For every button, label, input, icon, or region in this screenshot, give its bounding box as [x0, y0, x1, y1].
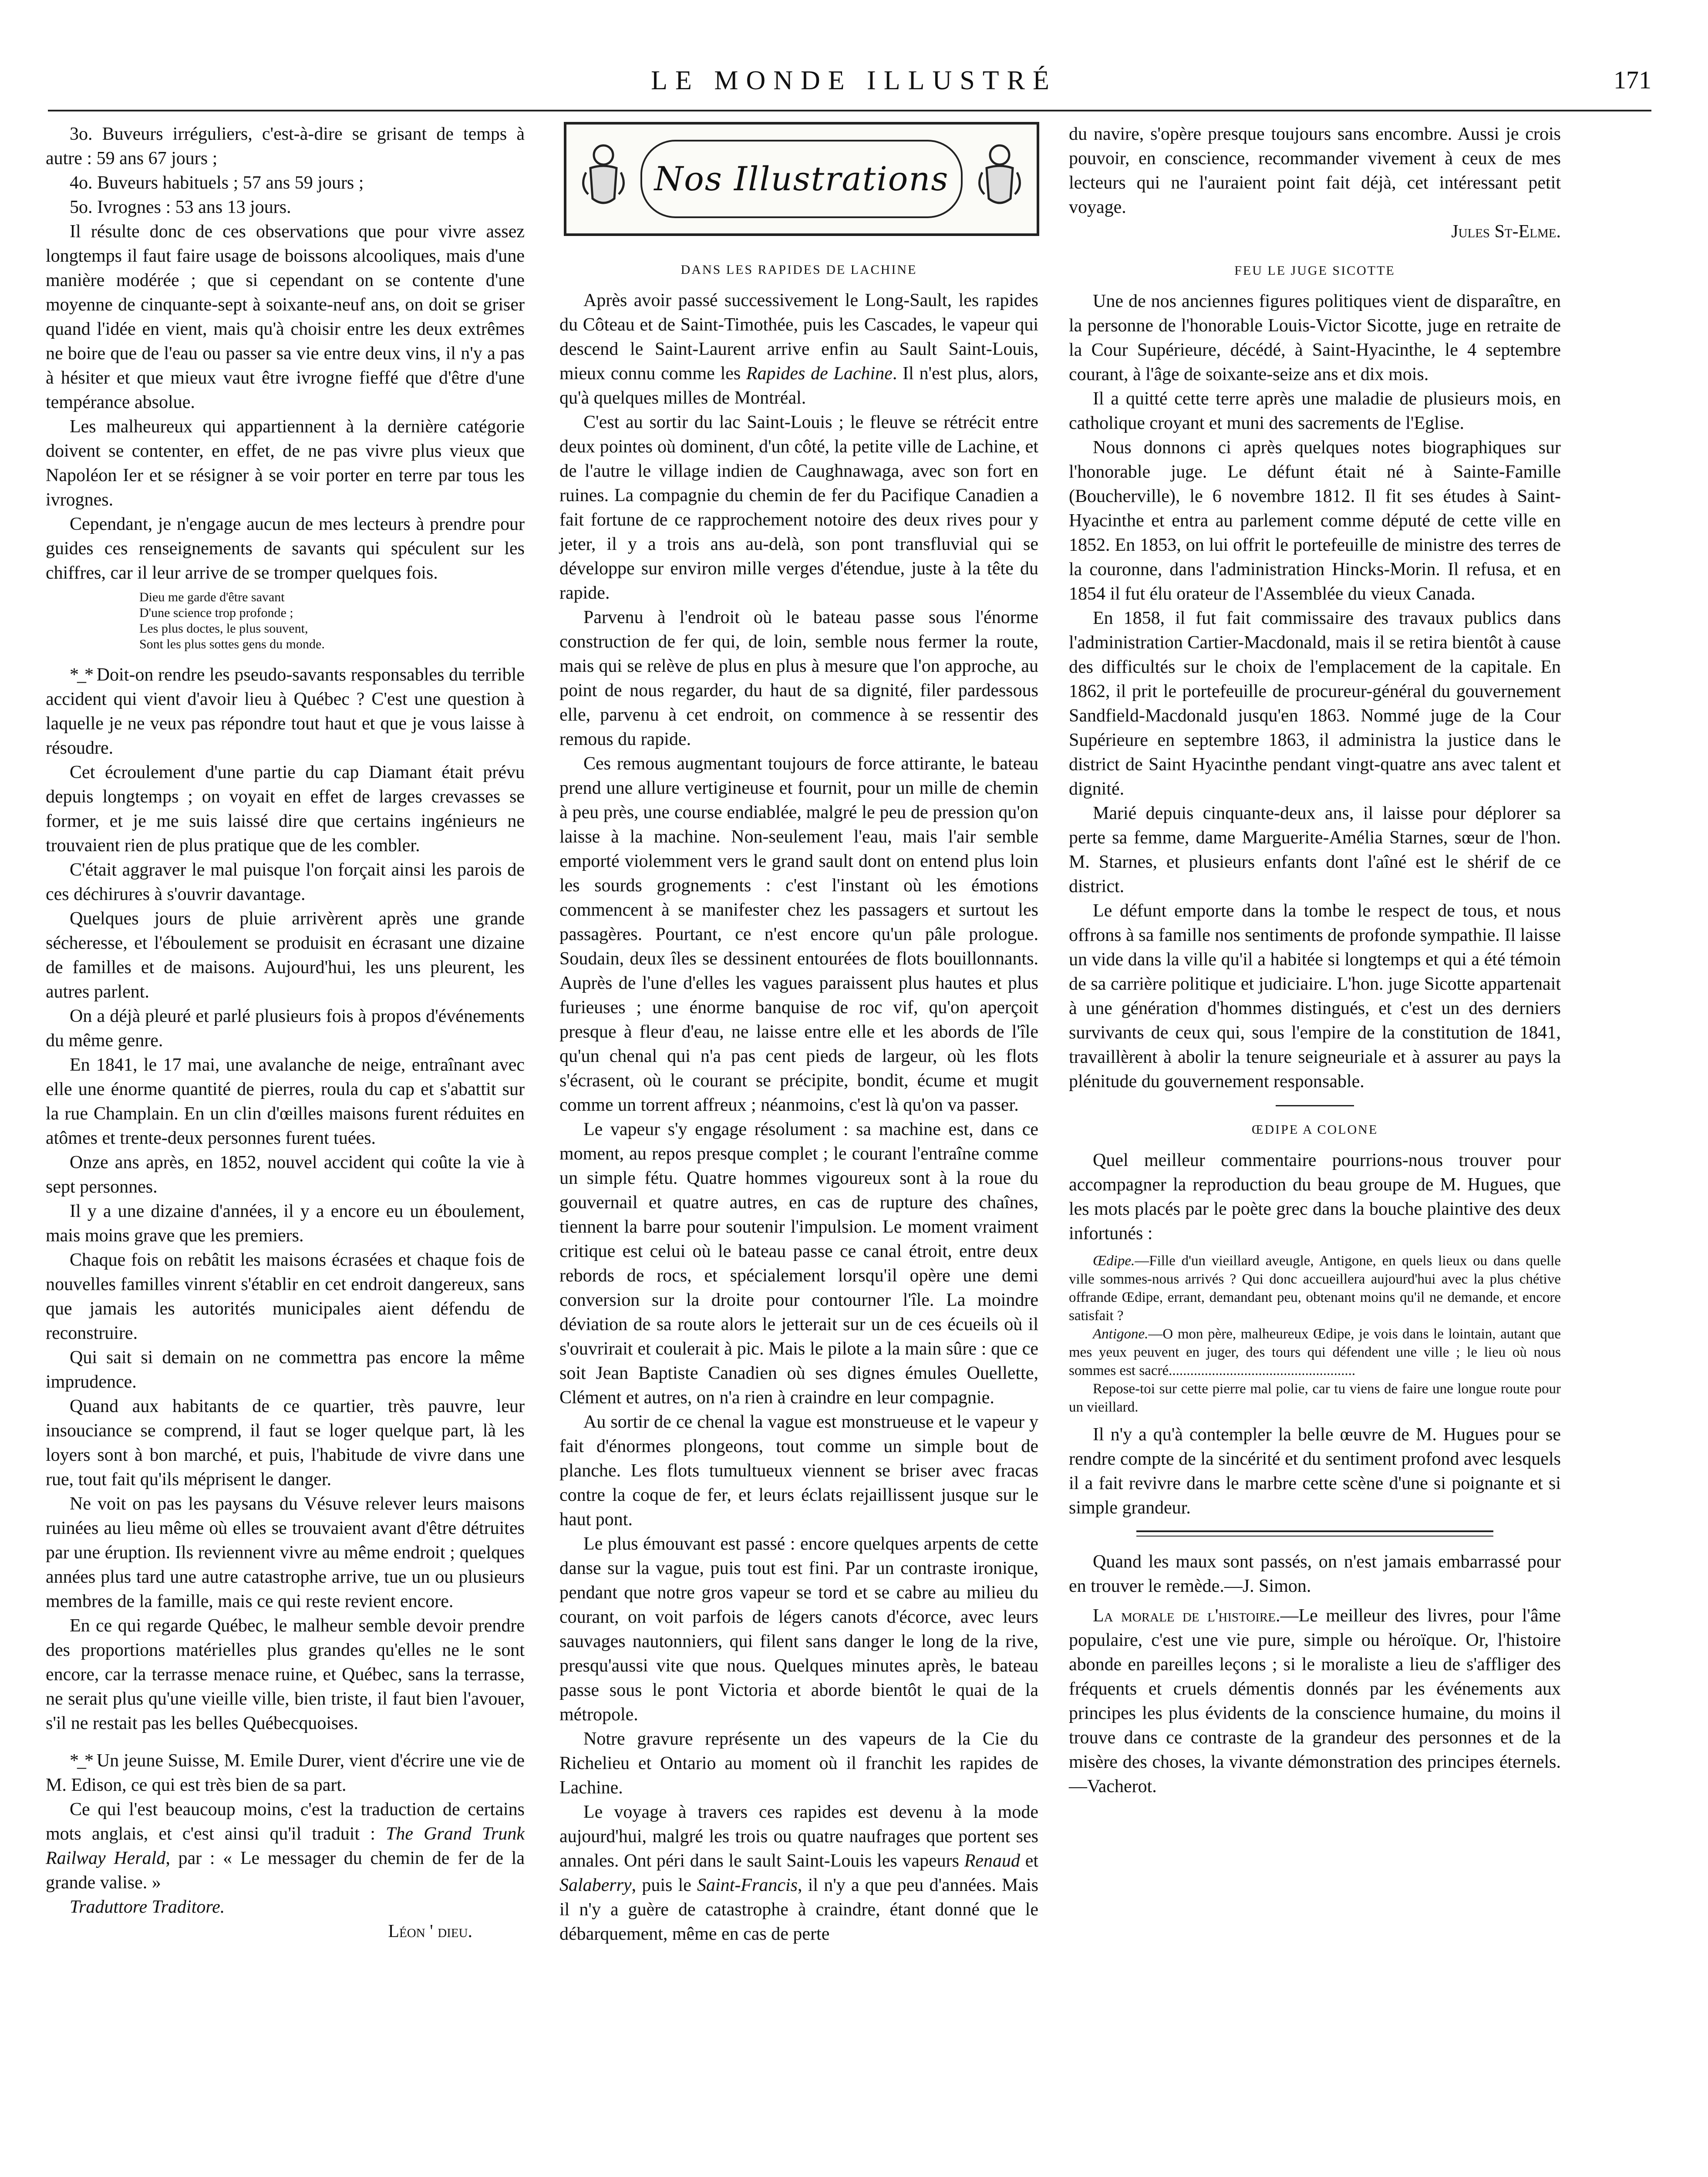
header-rule — [48, 110, 1651, 111]
paragraph-text: Ce qui l'est beaucoup moins, c'est la traduction de certains mots anglais, et c'est ainsi qu'il traduit : — [46, 1800, 525, 1844]
paragraph — [46, 663, 525, 760]
paragraph: du navire, s'opère presque toujours sans encombre. Aussi je crois pouvoir, en conscience, recommander vivement à ceux de mes lecteurs qui ne l'auraient point fait déjà, cet intéressant petit voyage. — [1069, 124, 1561, 217]
quote-line — [1069, 1325, 1561, 1380]
author-signature: Léon ' dieu. — [388, 1921, 472, 1941]
paragraph: Chaque fois on rebâtit les maisons écrasées et chaque fois de nouvelles familles vinrent s'établir en cet endroit dangereux, sans que jamais les autorités municipales aient défendu de reconstruire. — [46, 1250, 525, 1343]
paragraph — [46, 1749, 525, 1797]
paragraph: En 1858, il fut fait commissaire des travaux publics dans l'administration Cartier-Macdonald, mais il se retira bientôt à cause des difficultés sur le choix de l'emplacement de la capitale. En 1862, il prit le portefeuille de procureur-général du gouvernement Sandfield-Macdonald jusqu'en 1863. Nommé juge de la Cour Supérieure en septembre 1863, il administra la justice dans le district de Saint Hyacinthe pendant vingt-quatre ans avec talent et dignité. — [1069, 608, 1561, 799]
run-in-heading: La morale de l'histoire. — [1093, 1606, 1280, 1626]
quote-line: Repose-toi sur cette pierre mal polie, car tu viens de faire une longue route pour un vieillard. — [1069, 1381, 1561, 1415]
paragraph: C'est au sortir du lac Saint-Louis ; le fleuve se rétrécit entre deux pointes où dominent, d'un côté, la petite ville de Lachine, et de l'autre le village indien de Caughnawaga, avec son fort en ruines. La compagnie du chemin de fer du Pacifique Canadien a fait fortune de ce rapprochement notoire des deux rives pour y jeter, il y a trois ans au-delà, son pont transfluvial qui se développe sur environ mille verges d'étendue, juste à la tête du rapide. — [559, 412, 1038, 603]
paragraph: Cet écroulement d'une partie du cap Diamant était prévu depuis longtemps ; on voyait en effet de larges crevasses se former, et je me suis laissé dire que certains ingénieurs ne trouvaient rien de plus pratique que de les combler. — [46, 762, 525, 856]
paragraph-text: . Il n'est plus, alors, qu'à quelques milles de Montréal. — [559, 364, 1038, 408]
paragraph: Quand les maux sont passés, on n'est jamais embarrassé pour en trouver le remède.—J. Simon. — [1069, 1552, 1561, 1596]
column-middle — [559, 122, 1038, 1946]
paragraph: Notre gravure représente un des vapeurs de la Cie du Richelieu et Ontario au moment où il franchit les rapides de Lachine. — [559, 1729, 1038, 1798]
poem-quote — [139, 590, 525, 652]
cherub-ornament-icon — [974, 138, 1026, 216]
closing-quip: Traduttore Traditore. — [70, 1897, 225, 1917]
paragraph: Il y a une dizaine d'années, il y a encore eu un éboulement, mais moins grave que les premiers. — [46, 1201, 525, 1246]
newspaper-title: The Grand Trunk Railway Herald — [46, 1824, 525, 1868]
column-right — [1069, 122, 1561, 1799]
paragraph-text: —Le meilleur des livres, pour l'âme populaire, c'est une vie pure, simple ou héroïque. Or, l'histoire abonde en pareilles leçons ; si le moraliste a lieu de s'affliger des fréquents et cruels démentis donnés par les événements aux principes les plus évidents de la conscience humaine, du moins il trouve dans ce contraste de la grandeur des personnes et de la misère des choses, la vivante démonstration des principes éternels.—Vacherot. — [1069, 1606, 1561, 1796]
cherub-ornament-icon — [577, 138, 630, 216]
paragraph: Quand aux habitants de ce quartier, très pauvre, leur insouciance se comprend, il faut se loger quelque part, là les loyers sont à bon marché, et puis, l'habitude de vivre dans une rue, tout fait qu'ils méprisent le danger. — [46, 1396, 525, 1490]
section-heading: FEU LE JUGE SICOTTE — [1234, 263, 1395, 278]
section-heading: DANS LES RAPIDES DE LACHINE — [681, 263, 917, 277]
section-heading: ŒDIPE A COLONE — [1251, 1122, 1378, 1137]
list-item: 3o. Buveurs irréguliers, c'est-à-dire se grisant de temps à autre : 59 ans 67 jours ; — [46, 124, 525, 168]
quote-text: —O mon père, malheureux Œdipe, je vois dans le lointain, autant que mes yeux peuvent en juger, des tours qui défendent une ville ; le lieu où nous sommes est sacré.................................................... — [1069, 1326, 1561, 1378]
paragraph: Parvenu à l'endroit où le bateau passe sous l'énorme construction de fer qui, de loin, semble nous fermer la route, mais qui se relève de plus en plus à mesure que l'on approche, au point de nous regarder, du haut de sa dignité, filer pardessous elle, parvenu à cet endroit, on commence à se ressentir des remous du rapide. — [559, 607, 1038, 749]
paragraph: Le défunt emporte dans la tombe le respect de tous, et nous offrons à sa famille nos sentiments de profonde sympathie. Il laisse un vide dans la ville qu'il a habitée si longtemps et qui a été témoin de sa carrière politique et judiciaire. L'hon. juge Sicotte appartenait à une génération d'hommes distingués, et c'est un des derniers survivants de ceux qui, sous l'empire de la constitution de 1841, travaillèrent à abolir la tenure seigneuriale et à assurer au pays la plénitude du gouvernement responsable. — [1069, 901, 1561, 1092]
paragraph: Il a quitté cette terre après une maladie de plusieurs mois, en catholique croyant et muni des sacrements de l'Eglise. — [1069, 389, 1561, 433]
quotation-block — [1069, 1252, 1561, 1416]
paragraph: Ne voit on pas les paysans du Vésuve relever leurs maisons ruinées au lieu même où elles se trouvaient avant d'être détruites par une éruption. Ils reviennent vivre au même endroit ; quelques années plus tard une autre catastrophe arrive, tue un ou plusieurs membres de la famille, mais ce qui reste revient encore. — [46, 1494, 525, 1611]
paragraph: Les malheureux qui appartiennent à la dernière catégorie doivent se contenter, en effet, de ne pas vivre plus vieux que Napoléon Ier et se résigner à se voir porter en terre par tous les ivrognes. — [46, 417, 525, 510]
page-header — [57, 65, 1651, 113]
paragraph: Marié depuis cinquante-deux ans, il laisse pour déplorer sa perte sa femme, dame Marguerite-Amélia Starnes, sœur de l'hon. M. Starnes, et plusieurs enfants dont l'aîné est le shérif de ce district. — [1069, 803, 1561, 896]
speaker-name: Œdipe. — [1093, 1253, 1135, 1269]
poem-line: Dieu me garde d'être savant — [139, 590, 285, 604]
banner-label: Nos Illustrations — [654, 159, 949, 198]
ship-name: Salaberry — [559, 1875, 632, 1895]
paragraph: On a déjà pleuré et parlé plusieurs fois à propos d'événements du même genre. — [46, 1006, 525, 1051]
paragraph: Qui sait si demain on ne commettra pas encore la même imprudence. — [46, 1348, 525, 1392]
paragraph: En ce qui regarde Québec, le malheur semble devoir prendre des proportions matérielles plus grandes qu'elles ne le sont encore, car la terrasse menace ruine, et Québec, sans la terrasse, ne serait plus qu'une vieille ville, bien triste, il faut bien l'avouer, s'il ne restait pas les belles Québecquoises. — [46, 1616, 525, 1733]
paragraph-text: Le voyage à travers ces rapides est devenu à la mode aujourd'hui, malgré les trois ou quatre naufrages que portent ses annales. Ont péri dans le sault Saint-Louis les vapeurs — [559, 1802, 1038, 1871]
list-item: 5o. Ivrognes : 53 ans 13 jours. — [70, 197, 291, 217]
paragraph-text: , par : « Le messager du chemin de fer de la grande valise. » — [46, 1848, 525, 1893]
ship-name: Saint-Francis — [697, 1875, 798, 1895]
paragraph-text: , puis le — [631, 1875, 691, 1895]
quote-line — [1069, 1252, 1561, 1325]
paragraph — [46, 1797, 525, 1895]
paragraph: Le vapeur s'y engage résolument : sa machine est, dans ce moment, au repos presque complet ; le courant l'entraîne comme un simple fétu. Quatre hommes vigoureux sont à la roue du gouvernail et quatre autres, en cas de rupture des chaînes, tiennent la barre pour soutenir l'impulsion. Le moment vraiment critique est celui où le bateau passe ce canal étroit, entre deux rebords de rocs, et spécialement lorsqu'il opère une demi conversion sur la droite pour contourner l'île. La moindre déviation de sa route alors le jetterait sur un de ces écueils où il s'ouvrirait et coulerait à pic. Mais le pilote a la main sûre : que ce soit Jean Baptiste Canadien où ses dignes émules Ouellette, Clément et autres, on n'a rien à craindre en leur compagnie. — [559, 1119, 1038, 1408]
paragraph: Nous donnons ci après quelques notes biographiques sur l'honorable juge. Le défunt était né à Sainte-Famille (Boucherville), le 6 novembre 1812. Il fit ses études à Saint-Hyacinthe et entra au parlement comme député de cette ville en 1852. En 1853, on lui offrit le portefeuille de ministre des terres de la couronne, dans l'administration Hincks-Morin. Il refusa, et en 1854 il fut élu orateur de l'Assemblée du vieux Canada. — [1069, 438, 1561, 604]
column-left — [46, 122, 525, 1944]
ship-name: Renaud — [964, 1851, 1021, 1871]
section-divider — [1276, 1105, 1354, 1106]
paragraph-text: Un jeune Suisse, M. Emile Durer, vient d'écrire une vie de M. Edison, ce qui est très bien de sa part. — [46, 1751, 525, 1795]
page-number: 171 — [1614, 66, 1651, 94]
paragraph: Une de nos anciennes figures politiques vient de disparaître, en la personne de l'honorable Louis-Victor Sicotte, juge en retraite de la Cour Supérieure, décédé, à Saint-Hyacinthe, le 4 septembre courant, à l'âge de soixante-seize ans et dix mois. — [1069, 291, 1561, 384]
paragraph: Il résulte donc de ces observations que pour vivre assez longtemps il faut faire usage de boissons alcooliques, mais d'une manière modérée ; que si cependant on se contente d'une moyenne de cinquante-sept à soixante-neuf ans, on doit se griser quand l'idée en vient, mais qu'à choisir entre les deux extrêmes ne boire que de l'eau ou passer sa vie entre deux vins, il n'y a pas à hésiter et que mieux vaut être ivrogne fieffé que d'être d'une tempérance absolue. — [46, 222, 525, 412]
poem-line: D'une science trop profonde ; — [139, 606, 293, 620]
paragraph-text: et — [1025, 1851, 1039, 1871]
paragraph — [1069, 1604, 1561, 1799]
paragraph: Quel meilleur commentaire pourrions-nous trouver pour accompagner la reproduction du beau groupe de M. Hugues, que les mots placés par le poète grec dans la bouche plaintive des deux infortunés : — [1069, 1150, 1561, 1244]
paragraph: Au sortir de ce chenal la vague est monstrueuse et le vapeur y fait d'énormes plongeons, tout comme un simple bout de planche. Les flots tumultueux viennent se briser avec fracas contre la coque de fer, et leurs éclats rejaillissent jusque sur le haut pont. — [559, 1412, 1038, 1530]
double-rule-divider — [1136, 1530, 1493, 1537]
paragraph: Quelques jours de pluie arrivèrent après une grande sécheresse, et l'éboulement se produisit en écrasant une dizaine de familles et de maisons. Aujourd'hui, les uns pleurent, les autres parlent. — [46, 909, 525, 1002]
section-banner — [564, 122, 1039, 236]
paragraph: En 1841, le 17 mai, une avalanche de neige, entraînant avec elle une énorme quantité de pierres, roula du cap et s'abattit sur la rue Champlain. En un clin d'œilles maisons furent réduites en atômes et trente-deux personnes furent tuées. — [46, 1055, 525, 1148]
paragraph-text: Après avoir passé successivement le Long-Sault, les rapides du Côteau et de Saint-Timothée, puis les Cascades, le vapeur qui descend le Saint-Laurent arrive enfin au Sault Saint-Louis, mieux connu comme les — [559, 290, 1038, 384]
author-signature: Jules St-Elme. — [1451, 222, 1561, 242]
quote-text: —Fille d'un vieillard aveugle, Antigone, en quels lieux ou dans quelle ville sommes-nous arrivés ? Qui donc accueillera aujourd'hui avec la plus chétive offrande Œdipe, errant, demandant peu, obtenant moins qu'il ne demande, et encore satisfait ? — [1069, 1253, 1561, 1324]
paragraph: Il n'y a qu'à contempler la belle œuvre de M. Hugues pour se rendre compte de la sincérité et du sentiment profond avec lesquels il a fait revivre dans le marbre cette scène d'une si poignante et si simple grandeur. — [1069, 1425, 1561, 1518]
paragraph: Ces remous augmentant toujours de force attirante, le bateau prend une allure vertigineuse et fournit, pour un mille de chemin à peu près, une course endiablée, malgré le peu de pression qu'on laisse à la machine. Non-seulement l'eau, mais l'air semble emporté violemment vers le grand sault dont on entend plus loin les sourds grognements : c'est l'instant où les émotions commencent à se manifester chez les passagers et surtout les passagères. Pourtant, ce n'est encore qu'un pâle prologue. Soudain, deux îles se dessinent entourées de flots bouillonnants. Auprès de l'une d'elles les vagues paraissent plus hautes et plus furieuses ; une énorme banquise de roc vif, qu'on aperçoit presque à fleur d'eau, ne laisse entre elle et les abords de l'île qu'un chenal qui n'a pas cent pieds de largeur, où les flots s'écrasent, où le courant se précipite, bondit, écume et mugit comme un torrent affreux ; néanmoins, c'est là qu'on va passer. — [559, 754, 1038, 1115]
paragraph-text: , il n'y a que peu d'années. Mais il n'y a guère de catastrophe à craindre, étant donné que le débarquement, même en cas de perte — [559, 1875, 1038, 1944]
paragraph — [559, 288, 1038, 410]
paragraph-text: Doit-on rendre les pseudo-savants responsables du terrible accident qui vient d'avoir lieu à Québec ? C'est une question à laquelle je ne veux pas répondre tout haut et que je vous laisse à résoudre. — [46, 665, 525, 758]
paragraph: Le plus émouvant est passé : encore quelques arpents de cette danse sur la vague, puis tout est fini. Par un contraste ironique, pendant que notre gros vapeur se tord et se cabre au milieu du courant, on voit parfois de légers canots d'écorce, avec leurs sauvages nautonniers, qui filent sans danger le long de la rive, presqu'aussi vite que nous. Quelques minutes après, le bateau passe sous le pont Victoria et aborde bientôt le quai de la métropole. — [559, 1534, 1038, 1725]
list-item: 4o. Buveurs habituels ; 57 ans 59 jours ; — [70, 173, 364, 193]
speaker-name: Antigone. — [1093, 1326, 1149, 1342]
banner-frame — [640, 140, 963, 218]
paragraph — [559, 1800, 1038, 1946]
poem-line: Sont les plus sottes gens du monde. — [139, 637, 325, 651]
paragraph: Cependant, je n'engage aucun de mes lecteurs à prendre pour guides ces renseignements de savants qui spéculent sur les chiffres, car il leur arrive de se tromper quelques fois. — [46, 514, 525, 583]
paragraph: Onze ans après, en 1852, nouvel accident qui coûte la vie à sept personnes. — [46, 1153, 525, 1197]
poem-line: Les plus doctes, le plus souvent, — [139, 621, 308, 636]
asterism: *_* — [70, 665, 92, 685]
asterism: *_* — [70, 1751, 92, 1771]
paragraph: C'était aggraver le mal puisque l'on forçait ainsi les parois de ces déchirures à s'ouvrir davantage. — [46, 860, 525, 904]
emphasis: Rapides de Lachine — [746, 364, 893, 384]
masthead-title: LE MONDE ILLUSTRÉ — [651, 66, 1057, 95]
